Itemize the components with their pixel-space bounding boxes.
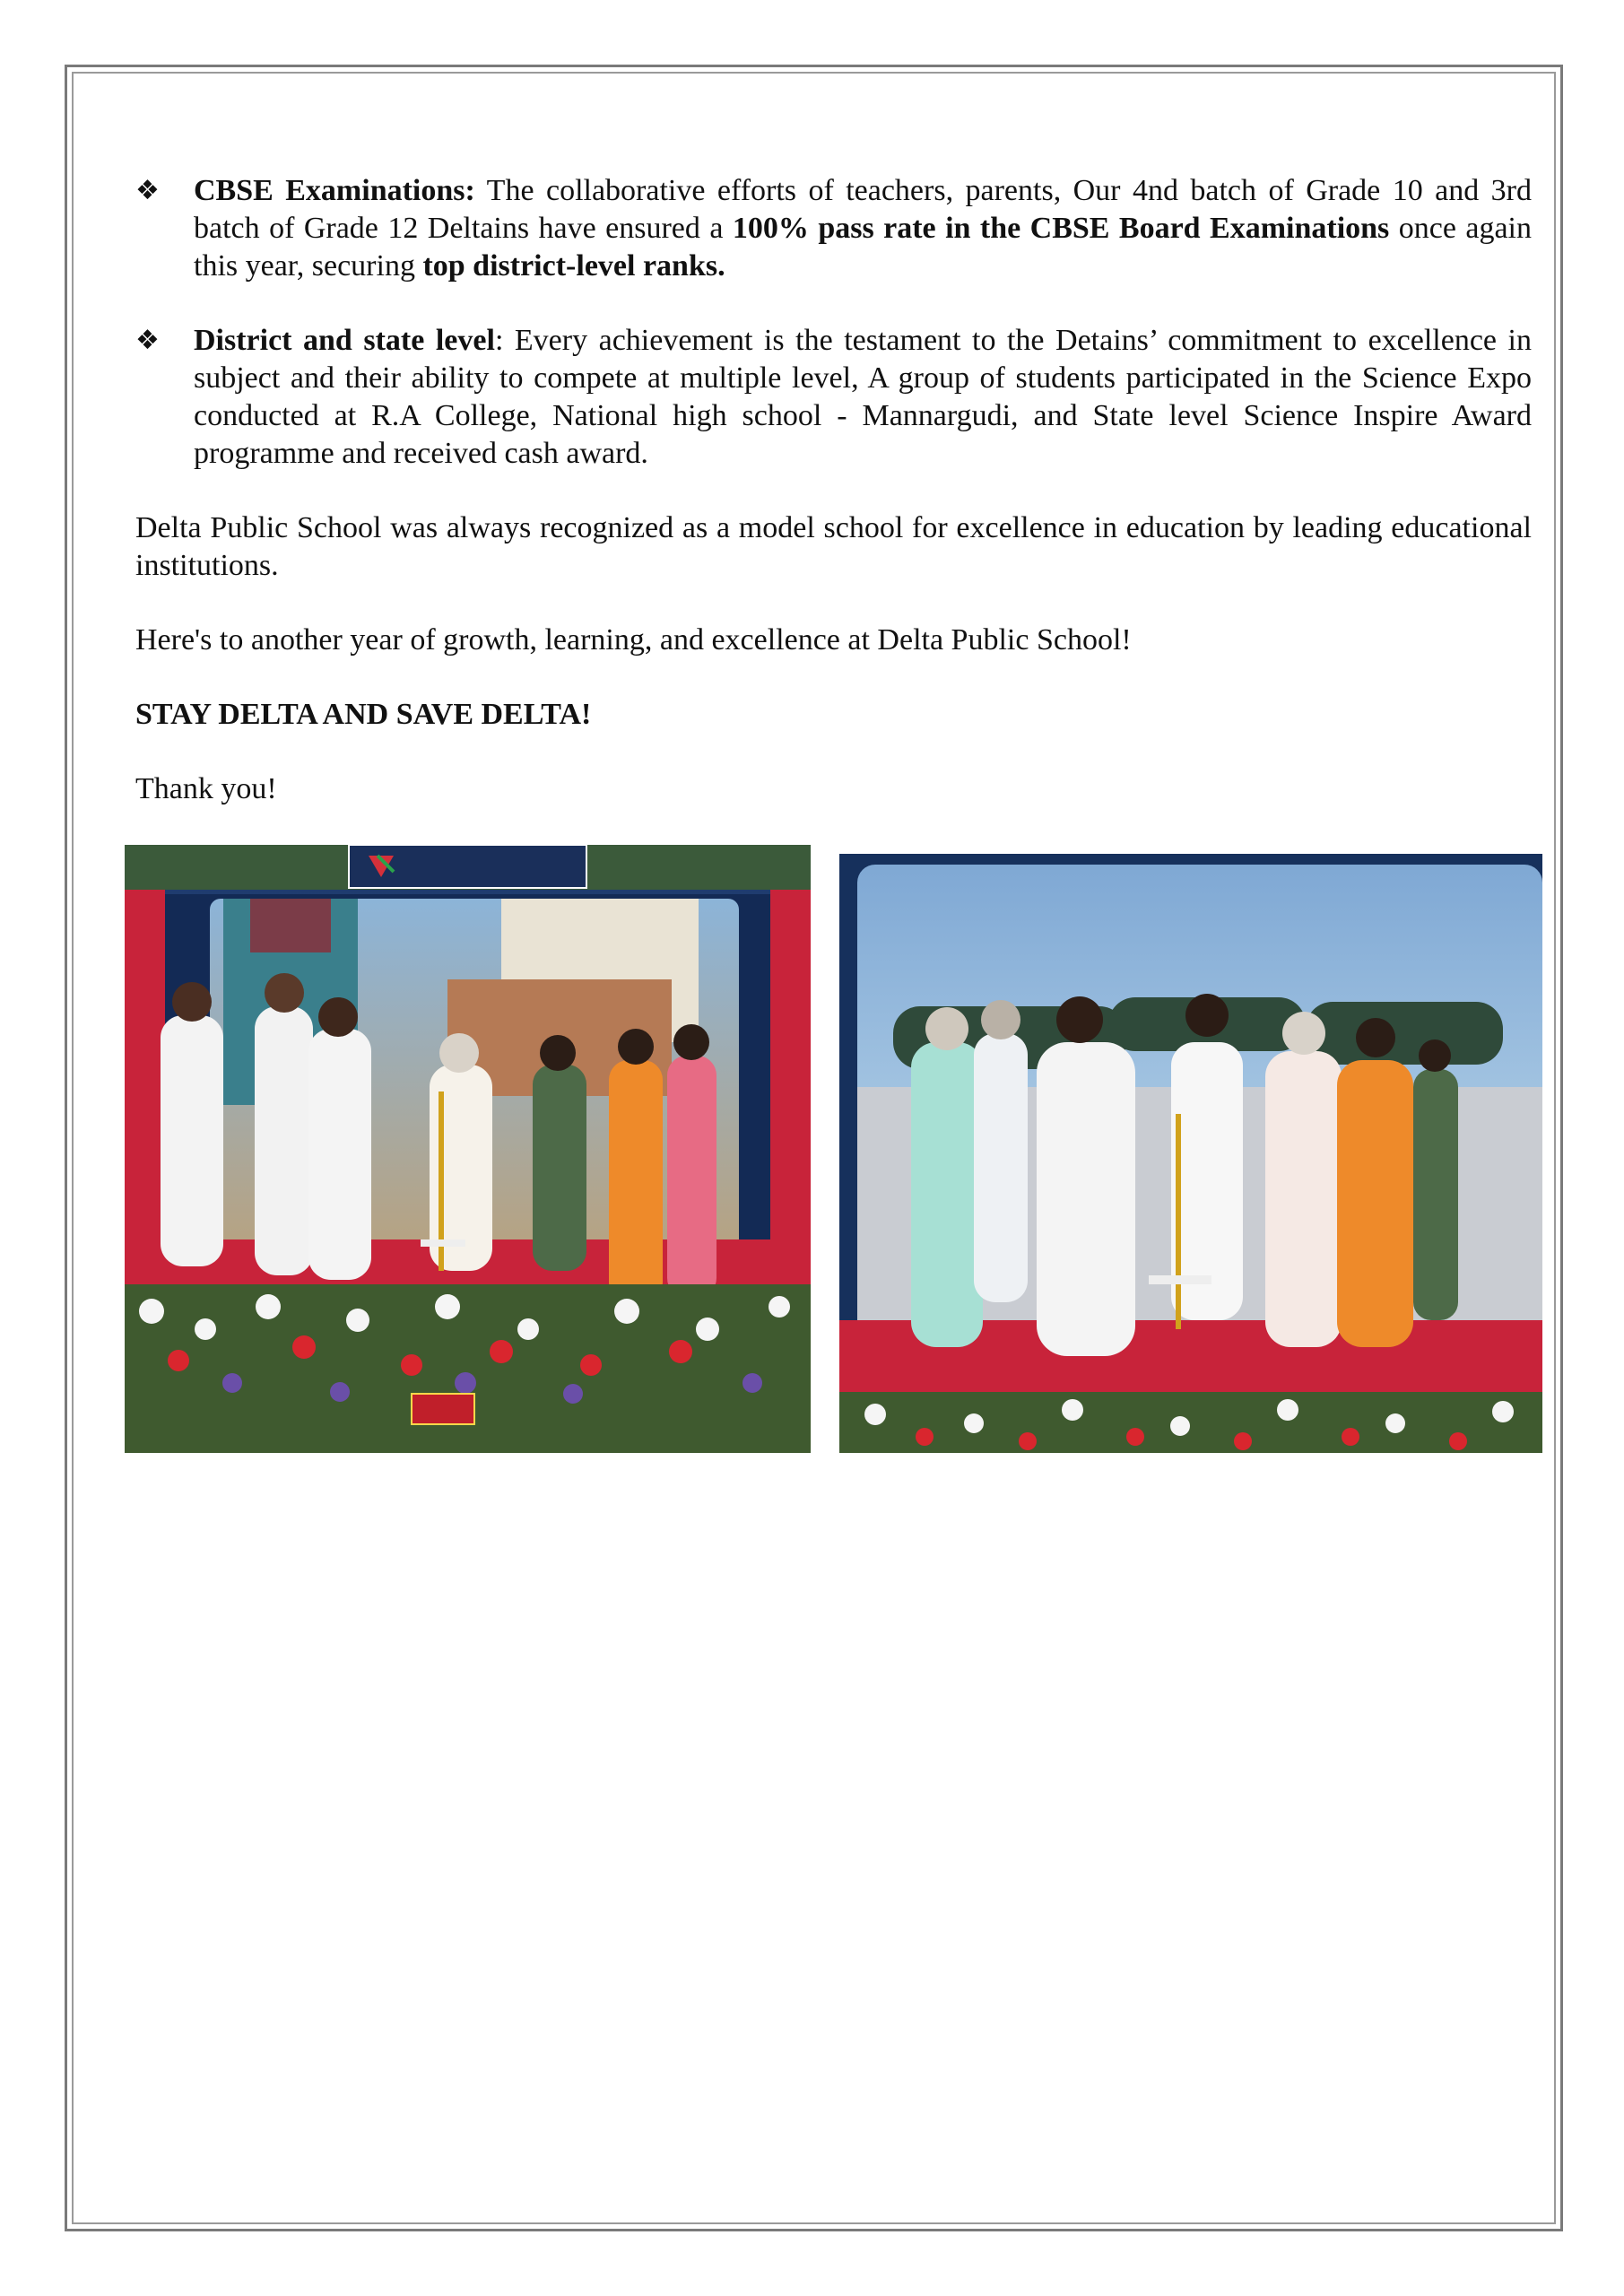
photo-lamp-lighting-left — [125, 845, 811, 1453]
slogan: STAY DELTA AND SAVE DELTA! — [135, 698, 592, 731]
bullet-bold-text: 100% pass rate in the CBSE Board Examinations — [732, 212, 1390, 245]
bullet-text: The collaborative efforts of teachers, parents, Our 4nd batch of Grade 10 and 3rd batch of Grade 12 Deltains have ensured a — [194, 174, 1532, 245]
photo-lamp-lighting-right — [839, 854, 1542, 1453]
bullet-text: once again this year, securing — [194, 212, 1532, 283]
bullet-bold-text: top district-level ranks. — [422, 249, 725, 283]
thank-you: Thank you! — [135, 772, 277, 805]
bullet-district-state-level — [135, 322, 1532, 473]
document-body — [135, 172, 1532, 845]
paragraph-another-year: Here's to another year of growth, learning, and excellence at Delta Public School! — [135, 623, 1132, 657]
paragraph-model-school: Delta Public School was always recognized as a model school for excellence in education by leading educational institutions. — [135, 511, 1532, 582]
bullet-cbse-examinations — [135, 172, 1532, 285]
diamond-bullet-icon: ❖ — [135, 175, 160, 206]
bullet-heading: District and state level — [194, 324, 495, 357]
bullet-heading: CBSE Examinations: — [194, 174, 475, 207]
diamond-bullet-icon: ❖ — [135, 325, 160, 356]
bullet-text: : Every achievement is the testament to the Detains’ commitment to excellence in subject and their ability to compete at multiple level, A group of students participated in the Science Expo conducted at R.A College, National high school - Mannargudi, and State level Science Inspire Award programme and received cash award. — [194, 324, 1532, 470]
